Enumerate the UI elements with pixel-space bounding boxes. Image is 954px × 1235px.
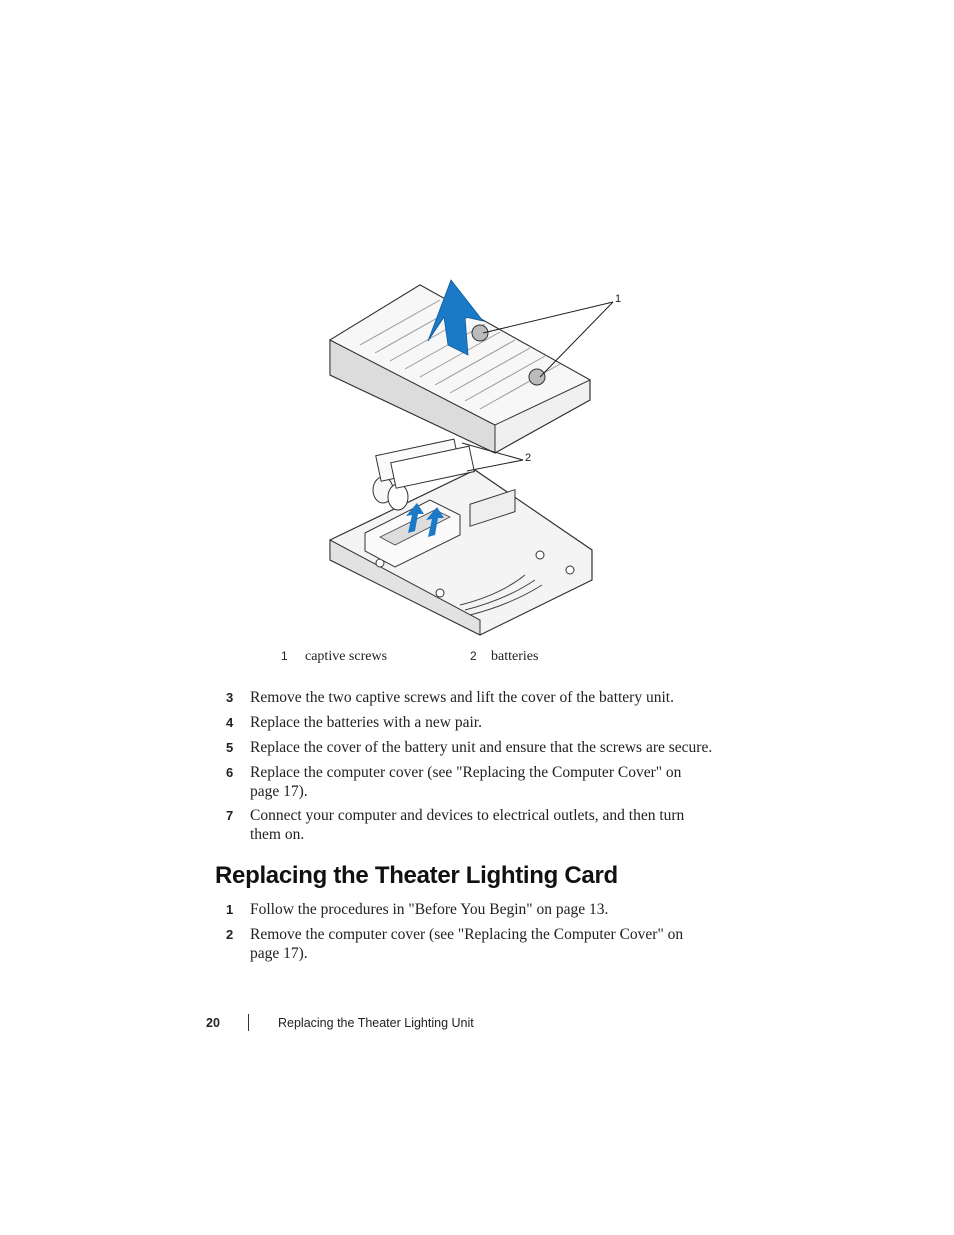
step-number: 3 xyxy=(226,690,234,705)
page-number: 20 xyxy=(206,1016,220,1030)
legend-num-2: 2 xyxy=(470,649,477,663)
callout-2: 2 xyxy=(525,452,532,464)
callout-1: 1 xyxy=(615,293,622,305)
step-text: Remove the two captive screws and lift the cover of the battery unit. xyxy=(250,689,674,706)
step-text: Connect your computer and devices to electrical outlets, and then turn them on. xyxy=(250,807,685,843)
footer-title: Replacing the Theater Lighting Unit xyxy=(278,1016,474,1030)
battery-unit-illustration xyxy=(320,275,640,645)
section-heading: Replacing the Theater Lighting Card xyxy=(215,862,618,889)
footer-separator xyxy=(248,1014,249,1031)
step-number: 5 xyxy=(226,740,234,755)
step-number: 4 xyxy=(226,715,234,730)
legend-num-1: 1 xyxy=(281,649,288,663)
step-text: Replace the batteries with a new pair. xyxy=(250,714,482,731)
step-number: 1 xyxy=(226,902,234,917)
step-number: 6 xyxy=(226,765,234,780)
step-number: 2 xyxy=(226,927,234,942)
legend-text-1: captive screws xyxy=(305,649,388,664)
step-text: Replace the cover of the battery unit and ensure that the screws are secure. xyxy=(250,739,713,756)
step-number: 7 xyxy=(226,808,234,823)
step-text: Remove the computer cover (see "Replacing the Computer Cover" on page 17). xyxy=(250,926,684,962)
step-text: Replace the computer cover (see "Replacing the Computer Cover" on page 17). xyxy=(250,764,682,800)
step-text: Follow the procedures in "Before You Begin" on page 13. xyxy=(250,901,609,918)
legend-text-2: batteries xyxy=(491,649,539,664)
battery-unit-drawing xyxy=(320,275,640,645)
